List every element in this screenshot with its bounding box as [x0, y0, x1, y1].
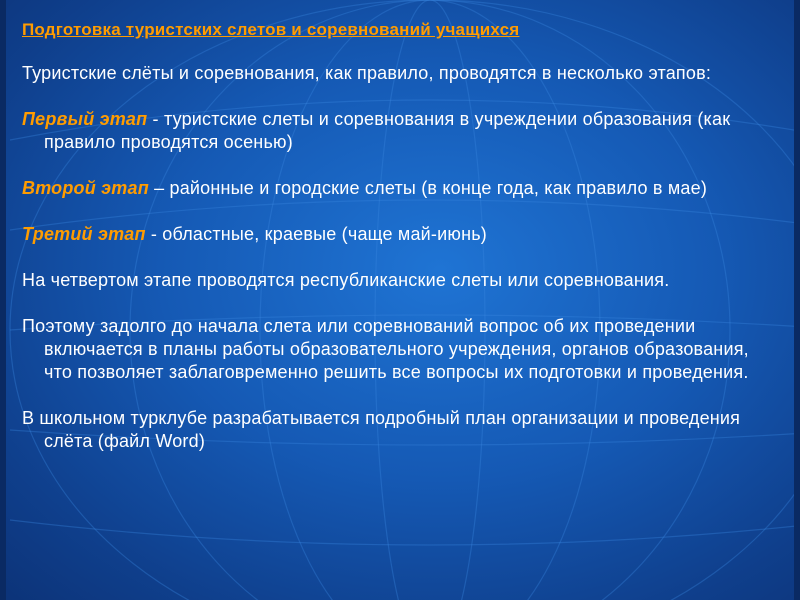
stage-4-paragraph: На четвертом этапе проводятся республиканские слеты или соревнования. — [22, 270, 670, 290]
stage-1-paragraph — [22, 108, 782, 154]
right-frame-edge — [794, 0, 800, 600]
slide-content — [22, 18, 782, 453]
slide-title: Подготовка туристских слетов и соревнований учащихся — [22, 20, 520, 39]
stage-3-paragraph — [22, 223, 782, 246]
stage-1-label: Первый этап — [22, 109, 148, 129]
stage-3-label: Третий этап — [22, 224, 146, 244]
stage-2-paragraph — [22, 177, 782, 200]
planning-paragraph: Поэтому задолго до начала слета или соревнований вопрос об их проведении включается в планы работы образовательного учреждения, органов образования, что позволяет заблаговременно решить все вопросы их подготовки и проведения. — [22, 316, 749, 382]
left-frame-edge — [0, 0, 6, 600]
stage-3-text: - областные, краевые (чаще май-июнь) — [145, 224, 487, 244]
stage-1-text: - туристские слеты и соревнования в учреждении образования (как правило проводятся осенью) — [44, 109, 731, 152]
stage-2-label: Второй этап — [22, 178, 149, 198]
stage-2-text: – районные и городские слеты (в конце года, как правило в мае) — [148, 178, 708, 198]
intro-paragraph: Туристские слёты и соревнования, как правило, проводятся в несколько этапов: — [22, 63, 712, 83]
club-plan-paragraph: В школьном турклубе разрабатывается подробный план организации и проведения слёта (файл Word) — [22, 408, 741, 451]
